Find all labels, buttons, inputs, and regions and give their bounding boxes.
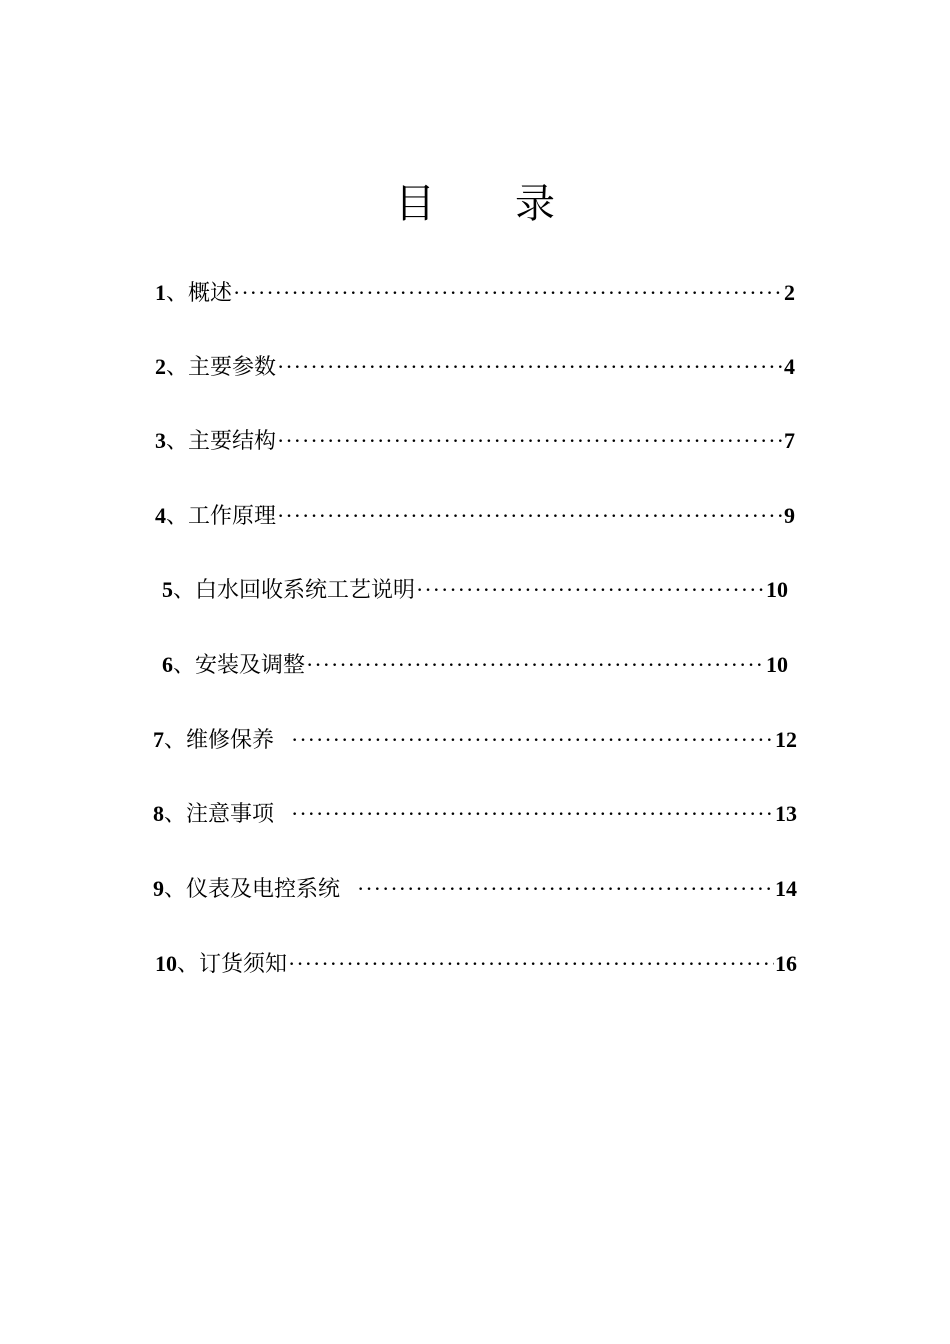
toc-dot-leader bbox=[277, 425, 783, 457]
toc-entry[interactable] bbox=[155, 500, 795, 532]
toc-entry[interactable] bbox=[155, 351, 795, 383]
toc-entry[interactable] bbox=[155, 948, 797, 980]
title-char-2: 录 bbox=[515, 181, 555, 227]
toc-entry-page: 12 bbox=[775, 727, 797, 752]
toc-entry-separator: 、 bbox=[177, 952, 200, 977]
toc-entry-label: 工作原理 bbox=[188, 504, 277, 529]
toc-entry-number: 3 bbox=[155, 428, 166, 453]
toc-entry-label: 仪表及电控系统 bbox=[186, 877, 341, 902]
toc-entry-number: 9 bbox=[153, 876, 164, 901]
toc-entry-label: 维修保养 bbox=[186, 728, 275, 753]
toc-entry[interactable] bbox=[155, 277, 795, 309]
toc-entry-number: 10 bbox=[155, 951, 177, 976]
toc-entry-page: 9 bbox=[784, 503, 795, 528]
toc-dot-leader bbox=[233, 277, 783, 309]
toc-entry-page: 10 bbox=[766, 652, 788, 677]
toc-entry-label: 概述 bbox=[188, 281, 233, 306]
toc-dot-leader bbox=[357, 873, 774, 905]
toc-entry-page: 10 bbox=[766, 577, 788, 602]
toc-entry-number: 1 bbox=[155, 280, 166, 305]
toc-dot-leader bbox=[306, 649, 765, 681]
toc-entry-page: 4 bbox=[784, 354, 795, 379]
toc-entry-label: 白水回收系统工艺说明 bbox=[195, 578, 416, 603]
toc-entry-label: 订货须知 bbox=[199, 952, 288, 977]
toc-dot-leader bbox=[291, 724, 774, 756]
toc-entry-page: 14 bbox=[775, 876, 797, 901]
toc-entry-separator: 、 bbox=[173, 578, 196, 603]
toc-entry-separator: 、 bbox=[166, 281, 189, 306]
toc-entry-label: 主要参数 bbox=[188, 355, 277, 380]
toc-entry-number: 5 bbox=[162, 577, 173, 602]
toc-entry-separator: 、 bbox=[173, 653, 196, 678]
toc-entry-page: 7 bbox=[784, 428, 795, 453]
toc-entry-label: 注意事项 bbox=[186, 802, 275, 827]
toc-entry-separator: 、 bbox=[164, 877, 187, 902]
toc-entry-separator: 、 bbox=[166, 355, 189, 380]
toc-entry-number: 6 bbox=[162, 652, 173, 677]
toc-entry-separator: 、 bbox=[164, 728, 187, 753]
toc-entry-number: 2 bbox=[155, 354, 166, 379]
toc-dot-leader bbox=[277, 500, 783, 532]
toc-entry[interactable] bbox=[153, 724, 797, 756]
toc-entry-number: 7 bbox=[153, 727, 164, 752]
toc-entry-number: 8 bbox=[153, 801, 164, 826]
toc-entry[interactable] bbox=[155, 425, 795, 457]
toc-entry[interactable] bbox=[162, 574, 788, 606]
toc-entry-separator: 、 bbox=[166, 504, 189, 529]
toc-dot-leader bbox=[291, 798, 774, 830]
toc-entry-page: 2 bbox=[784, 280, 795, 305]
toc-entry-page: 16 bbox=[775, 951, 797, 976]
toc-entry-separator: 、 bbox=[166, 429, 189, 454]
title-char-1: 目 bbox=[395, 181, 435, 227]
toc-entry-label: 安装及调整 bbox=[195, 653, 306, 678]
toc-entry-page: 13 bbox=[775, 801, 797, 826]
toc-entry-number: 4 bbox=[155, 503, 166, 528]
toc-entry-separator: 、 bbox=[164, 802, 187, 827]
toc-entry-label: 主要结构 bbox=[188, 429, 277, 454]
toc-entry[interactable] bbox=[162, 649, 788, 681]
toc-dot-leader bbox=[416, 574, 765, 606]
toc-entry[interactable] bbox=[153, 798, 797, 830]
toc-entry[interactable] bbox=[153, 873, 797, 905]
toc-dot-leader bbox=[277, 351, 783, 383]
toc-dot-leader bbox=[288, 948, 774, 980]
